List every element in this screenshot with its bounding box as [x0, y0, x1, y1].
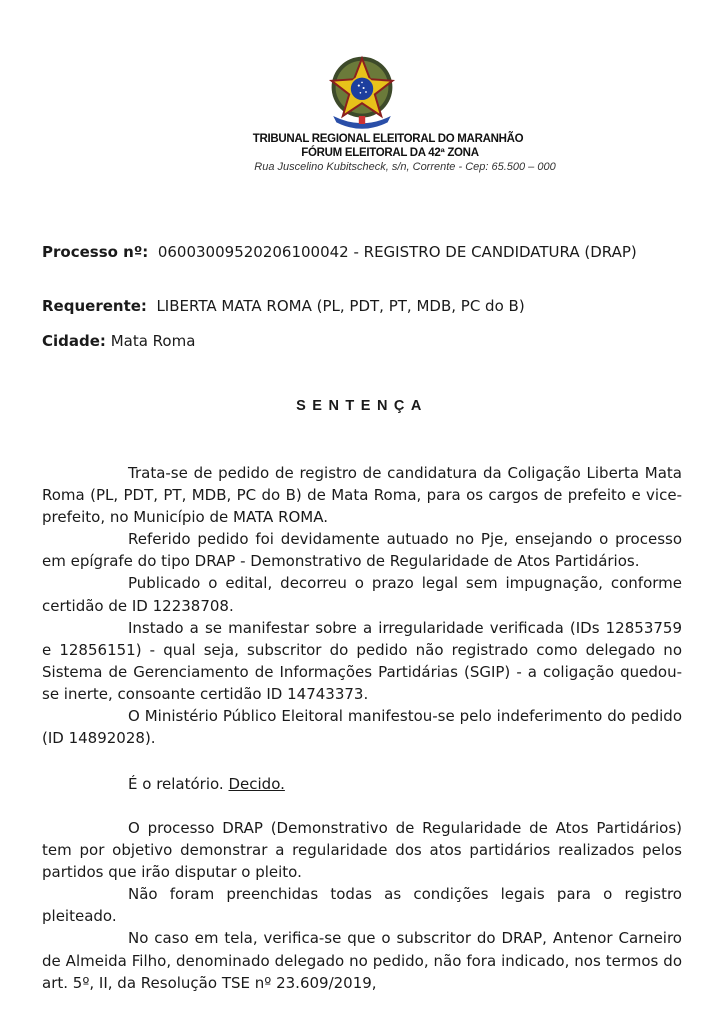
paragraph: Referido pedido foi devidamente autuado no Pje, ensejando o processo em epígrafe do tipo DRAP - Demonstrativo de Regularidade de Atos Partidários. — [42, 530, 682, 571]
report-section — [42, 462, 682, 749]
case-number-label: Processo nº: — [42, 243, 149, 261]
paragraph: Trata-se de pedido de registro de candidatura da Coligação Liberta Mata Roma (PL, PDT, PT, MDB, PC do B) de Mata Roma, para os cargos de prefeito e vice-prefeito, no Município de MATA ROMA. — [42, 464, 682, 527]
paragraph: No caso em tela, verifica-se que o subscritor do DRAP, Antenor Carneiro de Almeida Filho, denominado delegado no pedido, não fora indicado, nos termos do art. 5º, II, da Resolução TSE nº 23.609/2019, — [42, 929, 682, 992]
city-label: Cidade: — [42, 332, 106, 350]
paragraph: Não foram preenchidas todas as condições legais para o registro pleiteado. — [42, 885, 682, 926]
forum-address: Rua Juscelino Kubitscheck, s/n, Corrente - Cep: 65.500 – 000 — [254, 161, 556, 173]
paragraph: Instado a se manifestar sobre a irregularidade verificada (IDs 12853759 e 12856151) - qual seja, subscritor do pedido não registrado como delegado no Sistema de Gerenciamento de Informações Partidárias (SGIP) - a coligação quedou-se inerte, consoante certidão ID 14743373. — [42, 618, 682, 703]
decision-section — [42, 817, 682, 994]
report-closing — [42, 773, 682, 795]
applicant-value: LIBERTA MATA ROMA (PL, PDT, PT, MDB, PC do B) — [156, 297, 525, 315]
case-number-value: 0600300952020610​0042 - REGISTRO DE CANDIDATURA (DRAP) — [157, 243, 637, 261]
decision-keyword: Decido. — [228, 775, 285, 793]
paragraph: Publicado o edital, decorreu o prazo legal sem impugnação, conforme certidão de ID 12238708. — [42, 574, 682, 615]
report-statement: É o relatório. — [128, 775, 224, 793]
city-value: Mata Roma — [110, 332, 196, 350]
city-line — [42, 331, 682, 352]
paragraph: O processo DRAP (Demonstrativo de Regularidade de Atos Partidários) tem por objetivo demonstrar a regularidade dos atos partidários realizados pelos partidos que irão disputar o pleito. — [42, 819, 682, 882]
applicant-line — [42, 296, 682, 317]
report-closing-line — [42, 773, 682, 795]
institution-name: TRIBUNAL REGIONAL ELEITORAL DO MARANHÃO — [252, 133, 524, 145]
case-number-line — [42, 242, 682, 263]
coat-of-arms-seal-icon — [321, 52, 403, 132]
forum-name: FÓRUM ELEITORAL DA 42ª ZONA — [301, 147, 479, 159]
applicant-label: Requerente: — [42, 297, 147, 315]
document-header — [0, 52, 724, 175]
document-title: SENTENÇA — [296, 398, 428, 414]
paragraph: O Ministério Público Eleitoral manifestou-se pelo indeferimento do pedido (ID 14892028). — [42, 707, 682, 748]
